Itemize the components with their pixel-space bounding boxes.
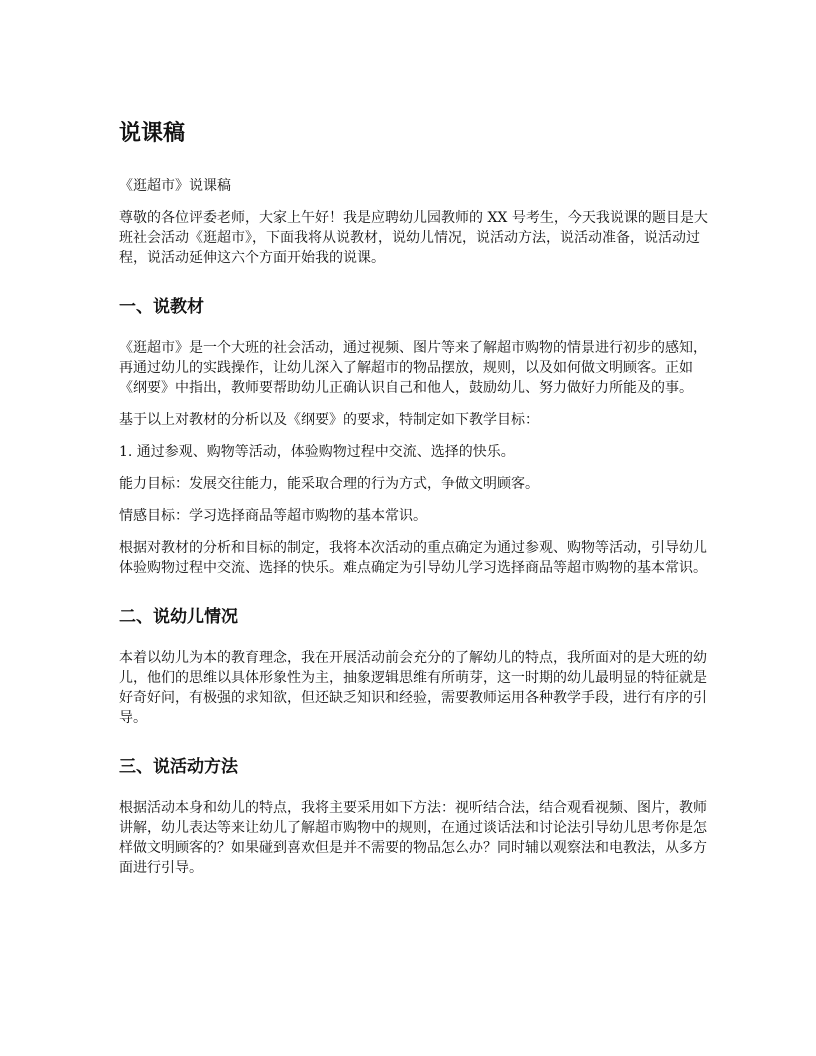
- paragraph: 基于以上对教材的分析以及《纲要》的要求，特制定如下教学目标：: [119, 412, 539, 428]
- paragraph: 《逛超市》是一个大班的社会活动，通过视频、图片等来了解超市购物的情景进行初步的感知，再通过幼儿的实践操作，让幼儿深入了解超市的物品摆放，规则，以及如何做文明顾客。正如《纲要》中指出，教师要帮助幼儿正确认识自己和他人，鼓励幼儿、努力做好力所能及的事。: [119, 340, 707, 396]
- paragraph: 情感目标：学习选择商品等超市购物的基本常识。: [119, 508, 427, 524]
- section-methods: [119, 754, 719, 878]
- section-children: [119, 604, 719, 728]
- paragraph: 能力目标：发展交往能力，能采取合理的行为方式，争做文明顾客。: [119, 476, 539, 492]
- section-heading: 一、说教材: [119, 297, 204, 317]
- paragraph: 根据活动本身和幼儿的特点，我将主要采用如下方法：视听结合法，结合观看视频、图片，教师讲解，幼儿表达等来让幼儿了解超市购物中的规则，在通过谈话法和讨论法引导幼儿思考你是怎样做文明顾客的？如果碰到喜欢但是并不需要的物品怎么办？同时辅以观察法和电教法，从多方面进行引导。: [119, 800, 707, 876]
- section-textbook: [119, 294, 719, 578]
- paragraph: 根据对教材的分析和目标的制定，我将本次活动的重点确定为通过参观、购物等活动，引导幼儿体验购物过程中交流、选择的快乐。难点确定为引导幼儿学习选择商品等超市购物的基本常识。: [119, 540, 707, 576]
- paragraph: 1. 通过参观、购物等活动，体验购物过程中交流、选择的快乐。: [119, 444, 515, 460]
- section-heading: 三、说活动方法: [119, 757, 238, 777]
- paragraph: 本着以幼儿为本的教育理念，我在开展活动前会充分的了解幼儿的特点，我所面对的是大班的幼儿，他们的思维以具体形象性为主，抽象逻辑思维有所萌芽，这一时期的幼儿最明显的特征就是好奇好问，有极强的求知欲，但还缺乏知识和经验，需要教师运用各种教学手段，进行有序的引导。: [119, 650, 707, 726]
- document-title: 说课稿: [119, 121, 186, 146]
- document-page: [119, 118, 719, 890]
- section-heading: 二、说幼儿情况: [119, 607, 238, 627]
- intro-paragraph: 尊敬的各位评委老师，大家上午好！我是应聘幼儿园教师的 XX 号考生，今天我说课的题目是大班社会活动《逛超市》，下面我将从说教材，说幼儿情况，说活动方法，说活动准备，说活动过程，说活动延伸这六个方面开始我的说课。: [119, 210, 708, 266]
- document-subtitle: 《逛超市》说课稿: [119, 178, 231, 194]
